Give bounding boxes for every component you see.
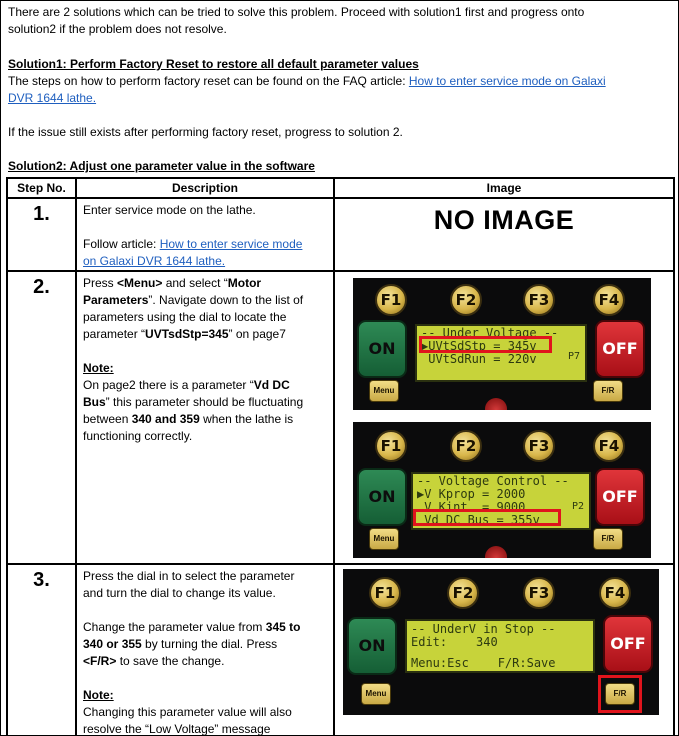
lcd-line: Menu:Esc F/R:Save bbox=[411, 656, 556, 670]
lcd-line: Edit: 340 bbox=[411, 635, 498, 649]
step3-image-cell bbox=[334, 564, 674, 736]
menu-button: Menu bbox=[369, 528, 399, 550]
fr-button: F/R bbox=[605, 683, 635, 705]
on-label: ON bbox=[368, 487, 396, 506]
lcd-screen-1 bbox=[415, 324, 587, 382]
step1-number: 1. bbox=[7, 198, 76, 271]
header-description: Description bbox=[76, 178, 334, 198]
step2-line3: parameters using the dial to locate the bbox=[83, 310, 287, 324]
table-row-step3 bbox=[7, 564, 674, 736]
step2-note-label bbox=[83, 360, 328, 377]
solution1-section bbox=[8, 56, 670, 107]
lcd-line: ▶UVtSdStp = 345v bbox=[421, 339, 537, 353]
fr-button: F/R bbox=[593, 380, 623, 402]
table-row-step2 bbox=[7, 271, 674, 564]
step3-line1: Press the dial in to select the parameter bbox=[83, 569, 295, 583]
step2-text: ”. Navigate down to the list of bbox=[148, 293, 304, 307]
header-step-no: Step No. bbox=[7, 178, 76, 198]
solution1-text-line2 bbox=[8, 90, 670, 107]
table-header-row bbox=[7, 178, 674, 198]
step2-line2 bbox=[83, 292, 328, 309]
step3-description bbox=[76, 564, 334, 736]
off-button bbox=[595, 468, 645, 526]
step1-description bbox=[76, 198, 334, 271]
off-label: OFF bbox=[602, 487, 638, 506]
off-button bbox=[603, 615, 653, 673]
step1-follow bbox=[83, 236, 328, 253]
step2-note-text: ” this parameter should be fluctuating bbox=[105, 395, 304, 409]
f3-button: F3 bbox=[523, 577, 555, 609]
step3-number: 3. bbox=[7, 564, 76, 736]
f4-button: F4 bbox=[599, 577, 631, 609]
table-row-step1 bbox=[7, 198, 674, 271]
highlight-vd-dc-bus bbox=[413, 509, 561, 526]
step3-change-line1 bbox=[83, 619, 328, 636]
lcd-page-indicator: P2 bbox=[571, 501, 584, 512]
solution1-title: Solution1: Perform Factory Reset to restore all default parameter values bbox=[8, 57, 419, 71]
step1-link-part1[interactable]: How to enter service mode bbox=[159, 237, 303, 251]
intro-paragraph bbox=[8, 4, 668, 38]
step3-change-line3 bbox=[83, 653, 328, 670]
on-button bbox=[357, 320, 407, 378]
on-label: ON bbox=[358, 636, 386, 655]
note-label: Note: bbox=[83, 361, 114, 375]
f4-button: F4 bbox=[593, 284, 625, 316]
step3-note-label bbox=[83, 687, 328, 704]
f2-button: F2 bbox=[447, 577, 479, 609]
fr-button: F/R bbox=[593, 528, 623, 550]
step2-note-text: between bbox=[83, 412, 132, 426]
step3-text: to save the change. bbox=[116, 654, 225, 668]
solution1-text-lead: The steps on how to perform factory reset can be found on the FAQ article: bbox=[8, 74, 409, 88]
f3-button: F3 bbox=[523, 430, 555, 462]
step2-text: ” on page7 bbox=[228, 327, 286, 341]
faq-link-part2[interactable]: DVR 1644 lathe. bbox=[8, 91, 97, 105]
step2-note-line2 bbox=[83, 394, 328, 411]
lathe-panel-photo-1 bbox=[353, 278, 651, 410]
f3-button: F3 bbox=[523, 284, 555, 316]
lcd-line: Vd DC Bus = 355v bbox=[417, 513, 540, 527]
step1-link-part2[interactable]: on Galaxi DVR 1644 lathe. bbox=[83, 254, 226, 268]
lathe-panel-photo-3 bbox=[343, 569, 659, 715]
intro-line-1: There are 2 solutions which can be tried to solve this problem. Proceed with solution1 first and progress onto bbox=[8, 5, 585, 19]
intro-line-2: solution2 if the problem does not resolve. bbox=[8, 22, 227, 36]
highlight-fr-button bbox=[598, 675, 642, 713]
step3-note-line1: Changing this parameter value will also bbox=[83, 705, 292, 719]
lcd-screen-3 bbox=[405, 619, 595, 673]
header-image: Image bbox=[334, 178, 674, 198]
dial-knob bbox=[485, 546, 507, 558]
f1-button: F1 bbox=[375, 430, 407, 462]
step2-bus: Bus bbox=[83, 395, 106, 409]
on-button bbox=[347, 617, 397, 675]
step2-motor: Motor bbox=[227, 276, 262, 290]
highlight-uvtsdstp bbox=[419, 336, 552, 353]
f4-button: F4 bbox=[593, 430, 625, 462]
note-label: Note: bbox=[83, 688, 114, 702]
dial-knob bbox=[485, 398, 507, 410]
step2-description bbox=[76, 271, 334, 564]
step3-values: 340 or 355 bbox=[83, 637, 142, 651]
f2-button: F2 bbox=[450, 430, 482, 462]
menu-button: Menu bbox=[369, 380, 399, 402]
lcd-line: -- Voltage Control -- bbox=[417, 474, 569, 488]
solution1-note: If the issue still exists after performing factory reset, progress to solution 2. bbox=[8, 125, 403, 139]
faq-link-part1[interactable]: How to enter service mode on Galaxi bbox=[408, 74, 606, 88]
lcd-line: ▶V Kprop = 2000 bbox=[417, 487, 526, 501]
lathe-panel-photo-2 bbox=[353, 422, 651, 558]
step3-text: Change the parameter value from bbox=[83, 620, 266, 634]
step2-param-name: UVTsdStp=345 bbox=[145, 327, 229, 341]
step3-text: by turning the dial. Press bbox=[141, 637, 278, 651]
f1-button: F1 bbox=[369, 577, 401, 609]
step3-note-line2: resolve the “Low Voltage” message bbox=[83, 722, 271, 736]
step1-image-cell bbox=[334, 198, 674, 271]
step3-line2: and turn the dial to change its value. bbox=[83, 586, 276, 600]
step2-number: 2. bbox=[7, 271, 76, 564]
step3-change-line2 bbox=[83, 636, 328, 653]
lcd-line: -- UnderV in Stop -- bbox=[411, 622, 556, 636]
lcd-line: -- Under Voltage -- bbox=[421, 326, 559, 340]
off-label: OFF bbox=[610, 634, 646, 653]
f2-button: F2 bbox=[450, 284, 482, 316]
step1-link-line2 bbox=[83, 253, 328, 270]
lcd-line: UVtSdRun = 220v bbox=[421, 352, 537, 366]
menu-button: Menu bbox=[361, 683, 391, 705]
lcd-line: V Kint = 9000 bbox=[417, 500, 526, 514]
step2-parameters: Parameters bbox=[83, 293, 149, 307]
on-label: ON bbox=[368, 339, 396, 358]
step2-note-text: On page2 there is a parameter “ bbox=[83, 378, 254, 392]
step3-values: 345 to bbox=[265, 620, 301, 634]
off-label: OFF bbox=[602, 339, 638, 358]
step2-note-line3 bbox=[83, 411, 328, 428]
solution1-text bbox=[8, 73, 670, 90]
solution2-title: Solution2: Adjust one parameter value in the software bbox=[8, 159, 315, 173]
step2-vd-dc: Vd DC bbox=[253, 378, 290, 392]
step3-fr-key: <F/R> bbox=[83, 654, 117, 668]
lcd-page-indicator: P7 bbox=[567, 351, 580, 362]
step1-line1: Enter service mode on the lathe. bbox=[83, 203, 256, 217]
no-image-placeholder: NO IMAGE bbox=[433, 205, 575, 235]
f1-button: F1 bbox=[375, 284, 407, 316]
off-button bbox=[595, 320, 645, 378]
step2-note-line4: functioning correctly. bbox=[83, 429, 193, 443]
step2-range: 340 and 359 bbox=[131, 412, 200, 426]
steps-table bbox=[6, 177, 675, 736]
step2-text: parameter “ bbox=[83, 327, 146, 341]
step2-text: Press bbox=[83, 276, 118, 290]
step2-note-line1 bbox=[83, 377, 328, 394]
step2-line1 bbox=[83, 275, 328, 292]
step2-menu-key: <Menu> bbox=[117, 276, 163, 290]
step2-line4 bbox=[83, 326, 328, 343]
on-button bbox=[357, 468, 407, 526]
step1-follow-label: Follow article: bbox=[83, 237, 160, 251]
step2-text: and select “ bbox=[162, 276, 228, 290]
step2-image-cell bbox=[334, 271, 674, 564]
step2-note-text: when the lathe is bbox=[199, 412, 294, 426]
